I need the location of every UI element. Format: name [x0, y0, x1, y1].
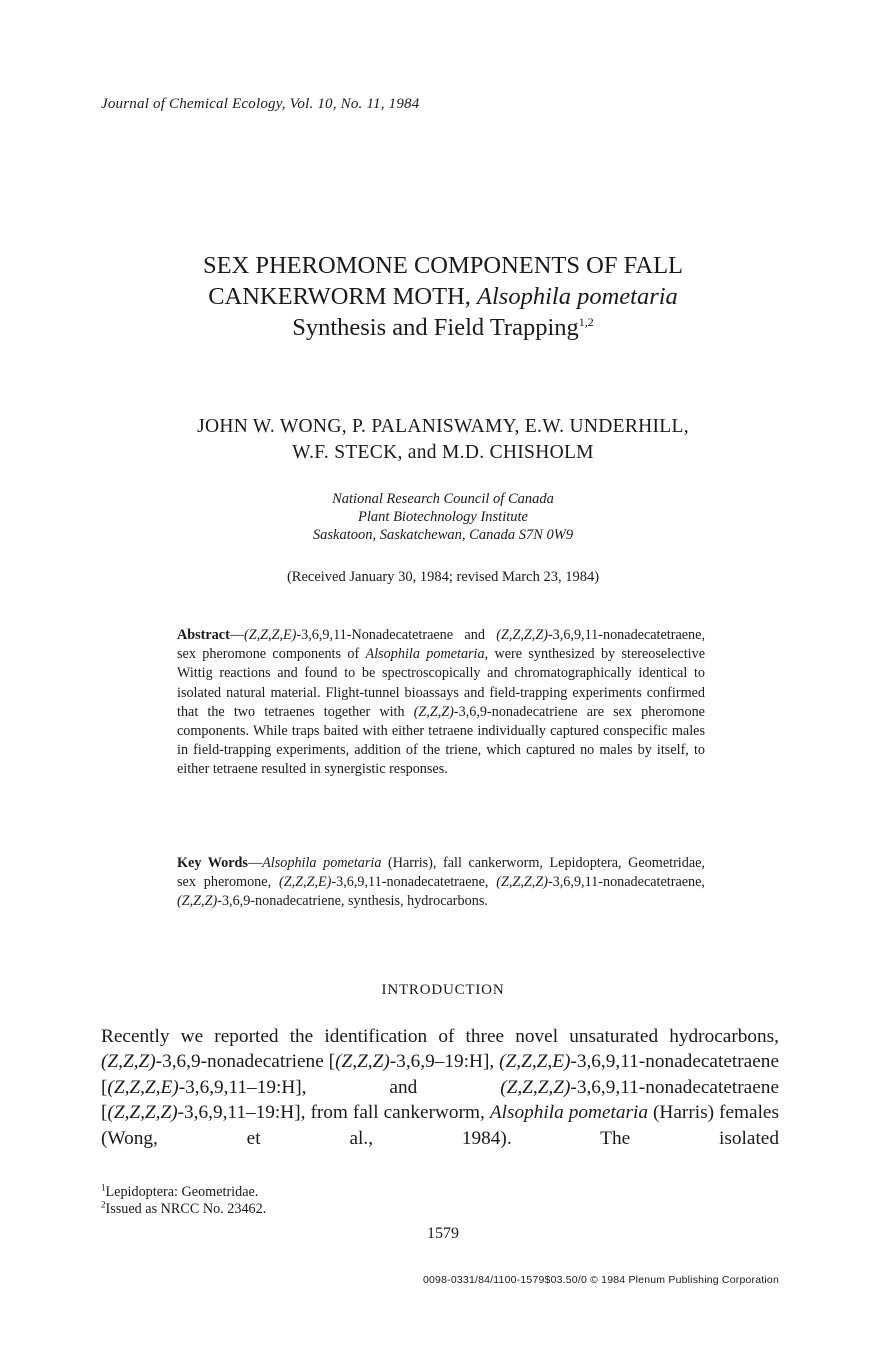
affiliation [0, 490, 886, 544]
key-words [177, 854, 705, 912]
footnote-2-mark: 2 [101, 1199, 106, 1210]
intro-config-2: (Z,Z,Z) [335, 1051, 390, 1073]
intro-config-4: (Z,Z,Z,E) [107, 1076, 179, 1098]
title-line-2-text: CANKERWORM MOTH, [208, 283, 478, 310]
abstract-text-4: -3,6,9-nonadecatriene are sex pheromone components. While traps baited with either tetraene individually captured conspecific males in field-trapping experiments, addition of the triene, which captured no males by itself, to either tetraene resulted in synergistic responses. [177, 703, 705, 778]
page-number: 1579 [427, 1225, 459, 1242]
keywords-text-3: -3,6,9,11-nonadecatetraene, [547, 874, 705, 891]
title-footnote-marks: 1,2 [578, 314, 594, 329]
affiliation-line-1: National Research Council of Canada [332, 491, 554, 507]
intro-config-6: (Z,Z,Z,Z) [107, 1102, 178, 1124]
title-line-1: SEX PHEROMONE COMPONENTS OF FALL [202, 252, 684, 279]
affiliation-line-2: Plant Biotechnology Institute [358, 509, 528, 525]
abstract-text-3: , were synthesized by stereoselective Wittig reactions and found to be spectroscopically and chromatographically identical to isolated natural material. Flight-tunnel bioassays and field-trapping experiments confirmed that the two tetraenes together with [177, 646, 705, 720]
intro-text-6: -3,6,9,11-nonadecatetraene [ [101, 1076, 779, 1124]
intro-text-4: -3,6,9,11-nonadecatetraene [ [101, 1051, 779, 1098]
footnote-2 [101, 1200, 266, 1218]
introduction-paragraph [101, 1024, 779, 1151]
intro-text-8: (Harris) females (Wong, et al., 1984). The isolated [101, 1102, 779, 1149]
abstract-config-1: (Z,Z,Z,E) [243, 627, 297, 643]
journal-citation: Journal of Chemical Ecology, Vol. 10, No. 11, 1984 [101, 96, 420, 112]
section-heading-introduction: INTRODUCTION [381, 982, 505, 998]
keywords-label: Key Words [177, 855, 248, 871]
keywords-text-2: -3,6,9,11-nonadecatetraene, [331, 874, 497, 891]
abstract [177, 626, 705, 780]
abstract-text-1: -3,6,9,11-Nonadecatetraene and [296, 627, 497, 643]
intro-text-7: -3,6,9,11–19:H], from fall cankerworm, [177, 1102, 490, 1124]
intro-species: Alsophila pometaria [489, 1102, 648, 1124]
intro-config-1: (Z,Z,Z) [101, 1051, 156, 1073]
copyright-line: 0098-0331/84/1100-1579$03.50/0 © 1984 Plenum Publishing Corporation [422, 1274, 779, 1286]
footnote-1-mark: 1 [101, 1182, 106, 1193]
keywords-dash: — [247, 855, 263, 871]
title-line-2 [0, 281, 886, 312]
abstract-text-2: -3,6,9,11-nonadecatetraene, sex pheromone components of [177, 627, 705, 663]
authors-line-2: W.F. STECK, and M.D. CHISHOLM [292, 442, 594, 463]
keywords-config-1: (Z,Z,Z,E) [278, 874, 332, 891]
title-line-3 [0, 312, 886, 343]
abstract-config-2: (Z,Z,Z,Z) [496, 627, 548, 643]
authors-line-1: JOHN W. WONG, P. PALANISWAMY, E.W. UNDERHILL, [197, 416, 689, 437]
footnote-1-text: Lepidoptera: Geometridae. [105, 1184, 259, 1200]
keywords-text-4: -3,6,9-nonadecatriene, synthesis, hydrocarbons. [217, 893, 488, 910]
received-dates: (Received January 30, 1984; revised March 23, 1984) [286, 569, 600, 585]
author-list [0, 414, 886, 466]
keywords-config-3: (Z,Z,Z) [177, 893, 218, 910]
keywords-text-1: (Harris), fall cankerworm, Lepidoptera, Geometridae, sex pheromone, [177, 855, 705, 891]
abstract-config-3: (Z,Z,Z) [413, 703, 454, 720]
affiliation-line-3: Saskatoon, Saskatchewan, Canada S7N 0W9 [312, 527, 574, 543]
intro-config-5: (Z,Z,Z,Z) [500, 1076, 571, 1098]
intro-text-1: Recently we reported the identification of three novel unsaturated hydrocarbons, [101, 1026, 779, 1047]
intro-text-3: -3,6,9–19:H], [389, 1051, 500, 1073]
footnote-2-text: Issued as NRCC No. 23462. [105, 1201, 267, 1217]
intro-config-3: (Z,Z,Z,E) [499, 1051, 571, 1073]
intro-text-5: -3,6,9,11–19:H], and [178, 1076, 501, 1098]
title-species: Alsophila pometaria [477, 283, 678, 310]
abstract-label: Abstract [177, 627, 230, 643]
abstract-species: Alsophila pometaria [365, 646, 485, 663]
abstract-dash: — [229, 627, 244, 643]
footnote-1 [101, 1183, 258, 1201]
keywords-config-2: (Z,Z,Z,Z) [496, 874, 548, 891]
title-line-3-text: Synthesis and Field Trapping [292, 314, 579, 341]
keywords-species: Alsophila pometaria [262, 855, 382, 871]
intro-text-2: -3,6,9-nonadecatriene [ [155, 1051, 336, 1073]
article-title [0, 250, 886, 343]
